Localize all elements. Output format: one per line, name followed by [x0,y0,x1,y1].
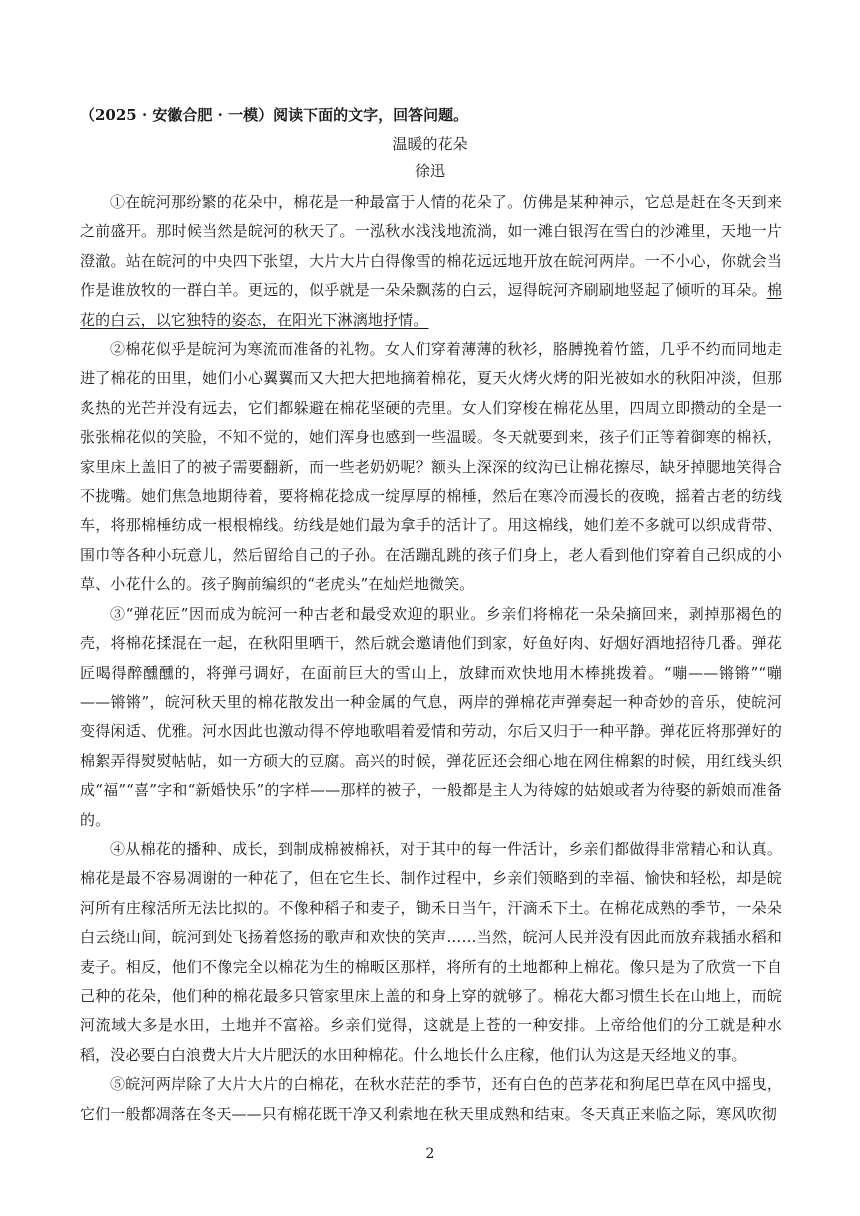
question-header: （2025 · 安徽合肥 · 一模）阅读下面的文字，回答问题。 [80,106,469,124]
article-author: 徐迅 [414,162,445,180]
paragraph-1-text: ①在皖河那纷繁的花朵中，棉花是一种最富于人情的花朵了。仿佛是某种神示，它总是赶在冬天到来之前盛开。那时候当然是皖河的秋天了。一泓秋水浅浅地流淌，如一滩白银泻在雪白的沙滩里，天地一片澄澈。站在皖河的中央四下张望，大片大片白得像雪的棉花远远地开放在皖河两岸。一不小心，你就会当作是谁放牧的一群白羊。更远的，似乎就是一朵朵飘荡的白云，逗得皖河齐刷刷地竖起了倾听的耳朵。 [80,193,782,300]
article-body [80,188,782,1129]
paragraph-4: ④从棉花的播种、成长，到制成棉被棉袄，对于其中的每一件活计，乡亲们都做得非常精心和认真。棉花是最不容易凋谢的一种花了，但在它生长、制作过程中，乡亲们领略到的幸福、愉快和轻松，却是皖河所有庄稼活所无法比拟的。不像种稻子和麦子，锄禾日当午，汗滴禾下土。在棉花成熟的季节，一朵朵白云绕山间，皖河到处飞扬着悠扬的歌声和欢快的笑声……当然，皖河人民并没有因此而放弃栽插水稻和麦子。相反，他们不像完全以棉花为生的棉畈区那样，将所有的土地都种上棉花。像只是为了欣赏一下自己种的花朵，他们种的棉花最多只管家里床上盖的和身上穿的就够了。棉花大都习惯生长在山地上，而皖河流域大多是水田，土地并不富裕。乡亲们觉得，这就是上苍的一种安排。上帝给他们的分工就是种水稻，没必要白白浪费大片大片肥沃的水田种棉花。什么地长什么庄稼，他们认为这是天经地义的事。 [80,839,782,1064]
paragraph-1 [80,188,782,335]
paragraph-5: ⑤皖河两岸除了大片大片的白棉花，在秋水茫茫的季节，还有白色的芭茅花和狗尾巴草在风中摇曳，它们一般都凋落在冬天——只有棉花既干净又利索地在秋天里成熟和结束。冬天真正来临之际，寒风吹彻 [80,1075,782,1123]
article-title: 温暖的花朵 [392,135,468,153]
underlined-sentence: 棉花的白云，以它独特的姿态，在阳光下淋漓地抒情。 [80,281,782,329]
paragraph-3: ③“弹花匠”因而成为皖河一种古老和最受欢迎的职业。乡亲们将棉花一朵朵摘回来，剥掉那褐色的壳，将棉花揉混在一起，在秋阳里晒干，然后就会邀请他们到家，好鱼好肉、好烟好酒地招待几番。弹花匠喝得醉醺醺的，将弹弓调好，在面前巨大的雪山上，放肆而欢快地用木棒挑拨着。“嘣——锵锵”“嘣——锵锵”，皖河秋天里的棉花散发出一种金属的气息，两岸的弹棉花声弹奏起一种奇妙的音乐，使皖河变得闲适、优雅。河水因此也激动得不停地歌唱着爱情和劳动，尔后又归于一种平静。弹花匠将那弹好的棉絮弄得熨熨帖帖，如一方硕大的豆腐。高兴的时候，弹花匠还会细心地在网住棉絮的时候，用红线头织成“福”“喜”字和“新婚快乐”的字样——那样的被子，一般都是主人为待嫁的姑娘或者为待娶的新娘而准备的。 [80,604,782,829]
paragraph-2: ②棉花似乎是皖河为寒流而准备的礼物。女人们穿着薄薄的秋衫，胳膊挽着竹篮，几乎不约而同地走进了棉花的田里，她们小心翼翼而又大把大把地摘着棉花，夏天火烤火烤的阳光被如水的秋阳冲淡，但那炙热的光芒并没有远去，它们都躲避在棉花坚硬的壳里。女人们穿梭在棉花丛里，四周立即攒动的全是一张张棉花似的笑脸，不知不觉的，她们浑身也感到一些温暖。冬天就要到来，孩子们正等着御寒的棉袄，家里床上盖旧了的被子需要翻新，而一些老奶奶呢？额头上深深的纹沟已让棉花擦尽，缺牙掉腮地笑得合不拢嘴。她们焦急地期待着，要将棉花捻成一绽厚厚的棉棰，然后在寒冷而漫长的夜晚，摇着古老的纺线车，将那棉棰纺成一根根棉线。纺线是她们最为拿手的活计了。用这棉线，她们差不多就可以织成背带、围巾等各种小玩意儿，然后留给自己的子孙。在活蹦乱跳的孩子们身上，老人看到他们穿着自己织成的小草、小花什么的。孩子胸前编织的“老虎头”在灿烂地微笑。 [80,340,782,594]
page-number: 2 [425,1146,435,1162]
